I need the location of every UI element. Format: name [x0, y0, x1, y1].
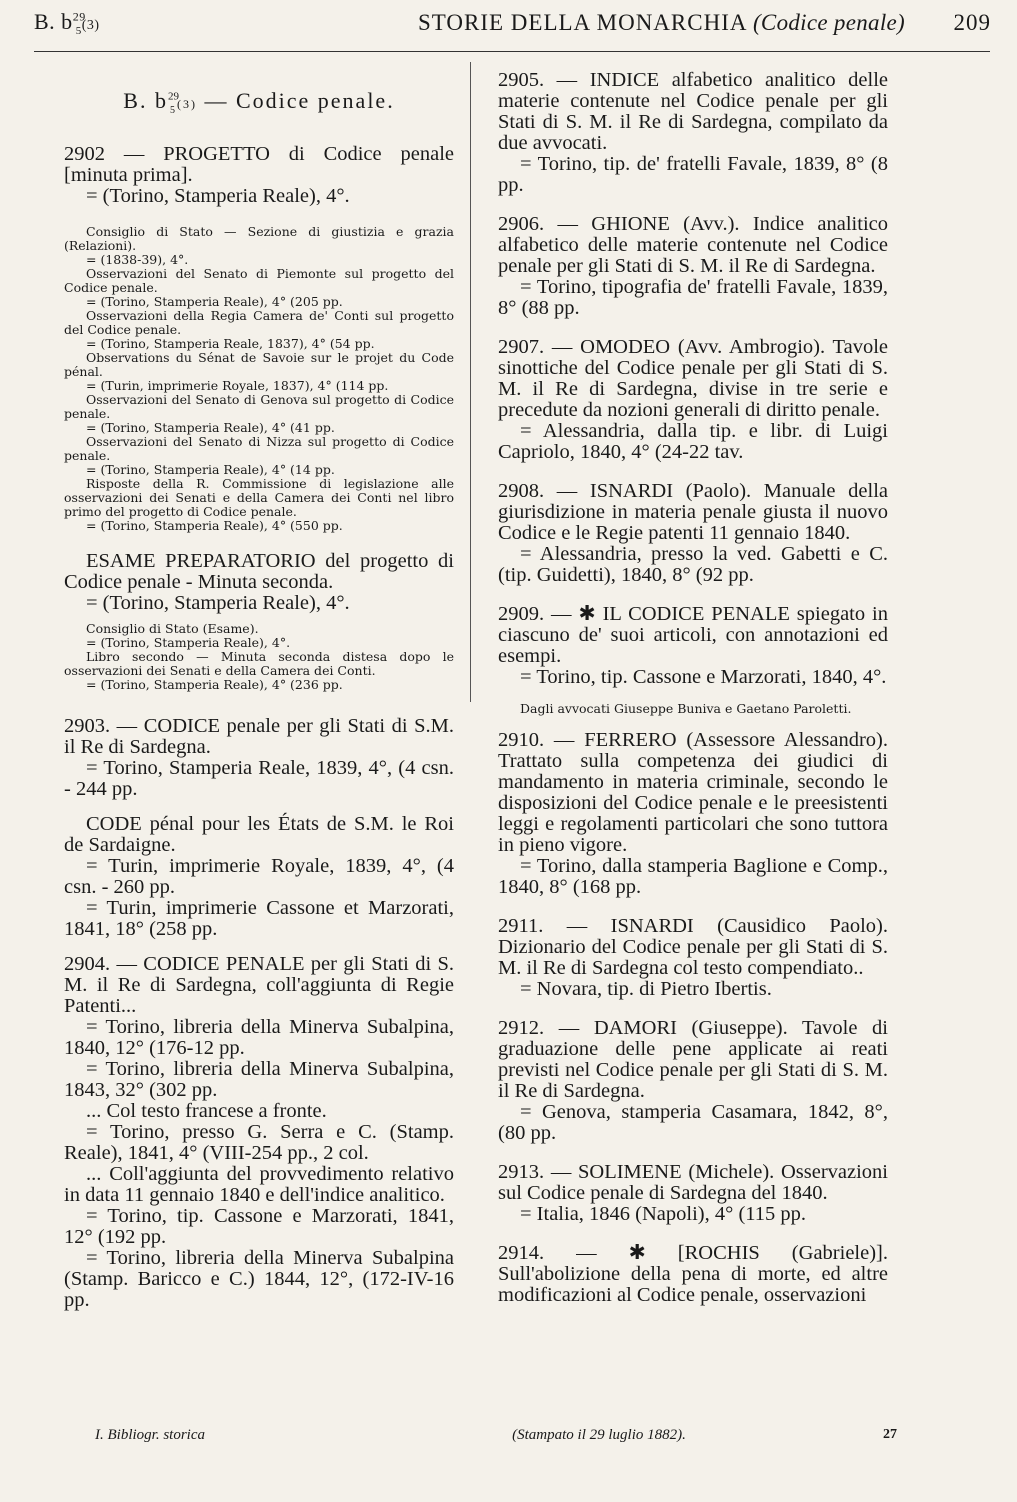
catalog-line: = (Torino, Stamperia Reale), 4° (236 pp.	[86, 677, 343, 693]
catalog-line: Observations du Sénat de Savoie sur le projet du Code pénal.	[64, 350, 454, 380]
catalog-line: Osservazioni del Senato di Piemonte sul progetto del Codice penale.	[64, 266, 454, 296]
catalog-line: 2909. — ✱ IL CODICE PENALE spiegato in ciascuno de' suoi articoli, con annotazioni ed esempi.	[498, 603, 888, 667]
catalog-line: 2902 — PROGETTO di Codice penale [minuta prima].	[64, 143, 454, 187]
catalog-line: = Torino, libreria della Minerva Subalpina, 1840, 12° (176-12 pp.	[64, 1016, 454, 1060]
catalog-line: = Turin, imprimerie Cassone et Marzorati, 1841, 18° (258 pp.	[64, 897, 454, 941]
catalog-line: = Torino, Stamperia Reale, 1839, 4°, (4 csn. - 244 pp.	[64, 757, 454, 801]
catalog-line: = Novara, tip. di Pietro Ibertis.	[520, 978, 772, 1000]
catalog-line: 2903. — CODICE penale per gli Stati di S.M. il Re di Sardegna.	[64, 715, 454, 759]
spacer	[498, 716, 888, 730]
spacer	[498, 1000, 888, 1018]
catalog-line: Risposte della R. Commissione di legislazione alle osservazioni dei Senati e della Camera dei Conti nel libro primo del progetto di Codice penale.	[64, 476, 454, 520]
spacer	[64, 533, 454, 551]
spacer	[498, 586, 888, 604]
catalog-line: = (Torino, Stamperia Reale), 4°.	[86, 185, 350, 208]
spacer	[498, 898, 888, 916]
catalog-line: = (Turin, imprimerie Royale, 1837), 4° (114 pp.	[86, 378, 389, 394]
catalog-line: = Alessandria, presso la ved. Gabetti e C. (tip. Guidetti), 1840, 8° (92 pp.	[498, 543, 888, 586]
catalog-line: = (Torino, Stamperia Reale), 4°.	[86, 592, 350, 615]
catalog-line: ESAME PREPARATORIO del progetto di Codice penale - Minuta seconda.	[64, 550, 454, 594]
spacer	[498, 196, 888, 214]
catalog-line: = Torino, libreria della Minerva Subalpina (Stamp. Baricco e C.) 1844, 12°, (172-IV-16 pp.	[64, 1247, 454, 1312]
catalog-line: = (Torino, Stamperia Reale, 1837), 4° (54 pp.	[86, 336, 375, 352]
spacer	[498, 688, 888, 702]
section-heading: B. $b^{29}_5(3)$ — Codice penale.	[123, 88, 395, 117]
spacer	[498, 1225, 888, 1243]
page-number: 209	[953, 10, 991, 35]
header-reference: B. $b^{29}_5(3)$	[34, 8, 100, 38]
catalog-line: 2914. — ✱ [ROCHIS (Gabriele)]. Sull'abolizione della pena di morte, ed altre modificazioni al Codice penale, osservazioni	[498, 1242, 888, 1306]
footer-print-date: (Stampato il 29 luglio 1882).	[512, 1427, 686, 1443]
column-divider	[470, 62, 471, 702]
spacer	[64, 940, 454, 954]
catalog-line: Libro secondo — Minuta seconda distesa dopo le osservazioni dei Senati e della Camera dei Conti.	[64, 649, 454, 679]
catalog-line: Consiglio di Stato — Sezione di giustizia e grazia (Relazioni).	[64, 224, 454, 254]
catalog-line: Osservazioni del Senato di Genova sul progetto di Codice penale.	[64, 392, 454, 422]
spacer	[498, 319, 888, 337]
catalog-line: 2908. — ISNARDI (Paolo). Manuale della giurisdizione in materia penale giusta il nuovo Codice e le Regie patenti 11 gennaio 1840.	[498, 480, 888, 544]
spacer	[64, 207, 454, 225]
running-header	[34, 0, 991, 46]
catalog-line: = Torino, libreria della Minerva Subalpina, 1843, 32° (302 pp.	[64, 1058, 454, 1102]
spacer	[498, 463, 888, 481]
catalog-line: 2906. — GHIONE (Avv.). Indice analitico alfabetico delle materie contenute nel Codice penale per gli Stati di S. M. il Re di Sardegna.	[498, 213, 888, 277]
left-column-entries	[64, 144, 454, 1311]
catalog-line: = (1838-39), 4°.	[86, 252, 189, 268]
catalog-line: 2907. — OMODEO (Avv. Ambrogio). Tavole sinottiche del Codice penale per gli Stati di S. M. il Re di Sardegna, divise in tre serie e precedute da nozioni generali di diritto penale.	[498, 336, 888, 421]
catalog-line: = (Torino, Stamperia Reale), 4° (41 pp.	[86, 420, 335, 436]
catalog-line: 2905. — INDICE alfabetico analitico delle materie contenute nel Codice penale per gli Stati di S. M. il Re di Sardegna, compilato da due avvocati.	[498, 69, 888, 154]
catalog-line: = Turin, imprimerie Royale, 1839, 4°, (4 csn. - 260 pp.	[64, 855, 454, 899]
catalog-line: ... Col testo francese a fronte.	[86, 1100, 327, 1123]
catalog-line: = Alessandria, dalla tip. e libr. di Luigi Capriolo, 1840, 4° (24-22 tav.	[498, 420, 888, 463]
spacer	[64, 692, 454, 716]
catalog-line: ... Coll'aggiunta del provvedimento relativo in data 11 gennaio 1840 e dell'indice analitico.	[64, 1163, 454, 1207]
catalog-line: = Torino, tip. Cassone e Marzorati, 1840, 4°.	[520, 666, 887, 688]
catalog-line: = Italia, 1846 (Napoli), 4° (115 pp.	[520, 1203, 807, 1225]
catalog-line: Osservazioni della Regia Camera de' Conti sul progetto del Codice penale.	[64, 308, 454, 338]
catalog-line: Osservazioni del Senato di Nizza sul progetto di Codice penale.	[64, 434, 454, 464]
catalog-line: 2911. — ISNARDI (Causidico Paolo). Dizionario del Codice penale per gli Stati di S. M. il Re di Sardegna col testo compendiato..	[498, 915, 888, 979]
left-column	[64, 70, 454, 1311]
catalog-line: = (Torino, Stamperia Reale), 4°.	[86, 635, 291, 651]
catalog-line: = Torino, tip. Cassone e Marzorati, 1841, 12° (192 pp.	[64, 1205, 454, 1249]
footer-signature: I. Bibliogr. storica	[95, 1427, 206, 1443]
header-title: STORIE DELLA MONARCHIA (Codice penale)	[417, 10, 905, 35]
catalog-line: = Torino, tipografia de' fratelli Favale, 1839, 8° (88 pp.	[498, 276, 888, 319]
catalog-line: = (Torino, Stamperia Reale), 4° (205 pp.	[86, 294, 343, 310]
header-rule	[34, 51, 990, 52]
catalog-line: 2910. — FERRERO (Assessore Alessandro). Trattato sulla competenza dei giudici di mandamento in materia criminale, secondo le disposizioni del Codice penale e le preesistenti leggi e regolamenti particolari che sono tuttora in pieno vigore.	[498, 729, 888, 856]
catalog-line: Consiglio di Stato (Esame).	[86, 621, 259, 637]
catalog-line: = (Torino, Stamperia Reale), 4° (14 pp.	[86, 462, 335, 478]
catalog-line: = Torino, dalla stamperia Baglione e Comp., 1840, 8° (168 pp.	[498, 855, 888, 898]
catalog-line: = Genova, stamperia Casamara, 1842, 8°, (80 pp.	[498, 1101, 888, 1144]
right-column-entries	[498, 70, 888, 1306]
catalog-line: = (Torino, Stamperia Reale), 4° (550 pp.	[86, 518, 343, 534]
right-column	[498, 70, 888, 1306]
catalog-line: 2912. — DAMORI (Giuseppe). Tavole di graduazione delle pene applicate ai reati previsti nel Codice penale per gli Stati di S. M. il Re di Sardegna.	[498, 1017, 888, 1102]
catalog-line: = Torino, tip. de' fratelli Favale, 1839, 8° (8 pp.	[498, 153, 888, 196]
catalog-line: CODE pénal pour les États de S.M. le Roi de Sardaigne.	[64, 813, 454, 857]
page-footer	[95, 1427, 897, 1444]
catalog-line: 2913. — SOLIMENE (Michele). Osservazioni sul Codice penale di Sardegna del 1840.	[498, 1161, 888, 1204]
catalog-line: = Torino, presso G. Serra e C. (Stamp. Reale), 1841, 4° (VIII-254 pp., 2 col.	[64, 1121, 454, 1165]
catalog-line: 2904. — CODICE PENALE per gli Stati di S. M. il Re di Sardegna, coll'aggiunta di Regie Patenti...	[64, 953, 454, 1018]
footer-sheet-number: 27	[882, 1427, 897, 1442]
catalog-line: Dagli avvocati Giuseppe Buniva e Gaetano Paroletti.	[520, 701, 852, 716]
spacer	[498, 1144, 888, 1162]
